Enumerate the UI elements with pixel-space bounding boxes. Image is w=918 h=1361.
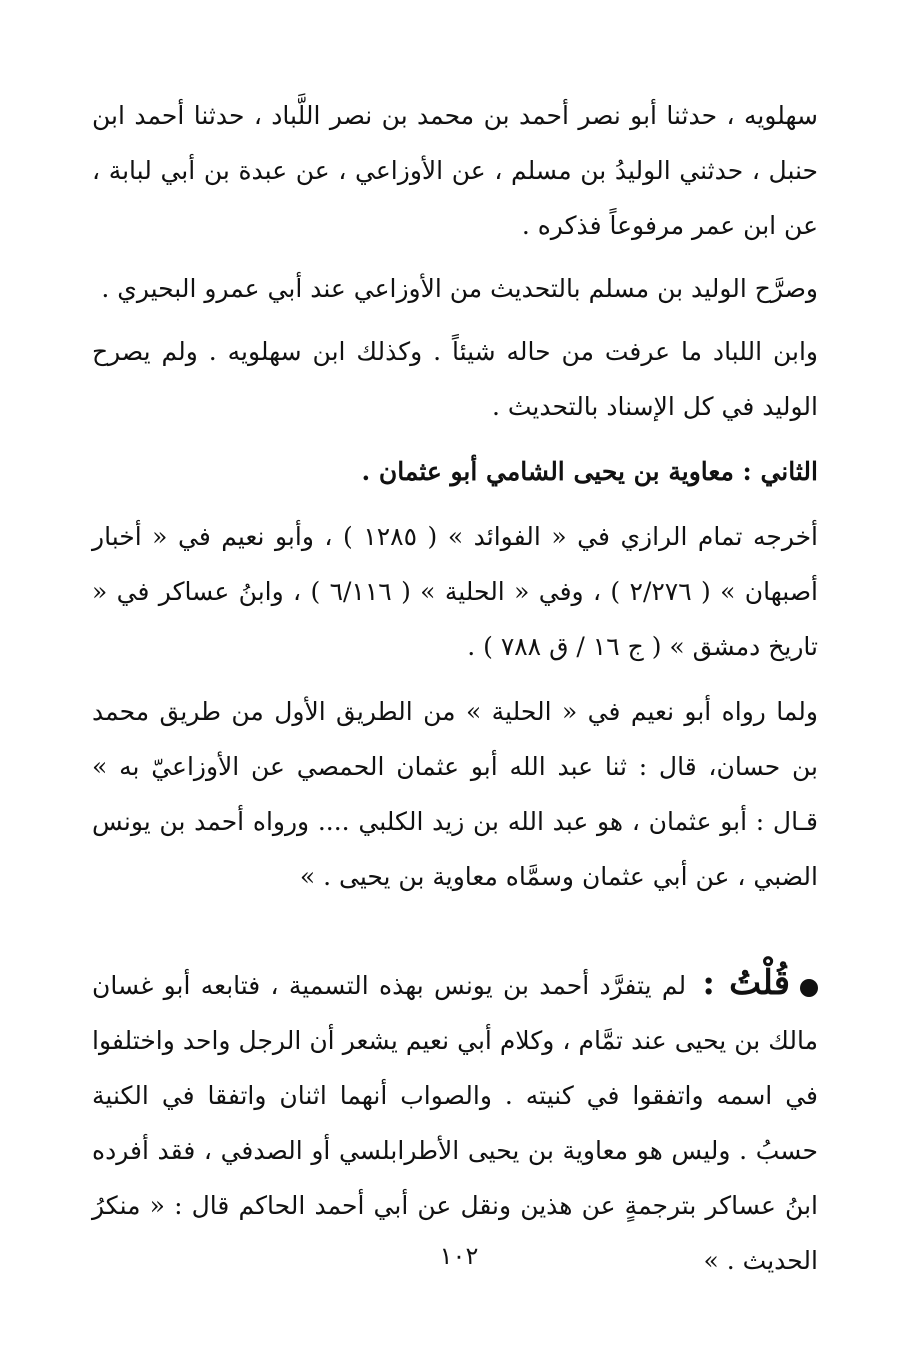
bullet-icon: [800, 979, 818, 997]
paragraph-2: وصرَّح الوليد بن مسلم بالتحديث من الأوزاعي عند أبي عمرو البحيري .: [101, 274, 818, 303]
page-body: [92, 88, 818, 1288]
paragraph-6-text: لم يتفرَّد أحمد بن يونس بهذه التسمية ، فتابعه أبو غسان مالك بن يحيى عند تمَّام ، وكلام أبي نعيم يشعر أن الرجل واحد واختلفوا في اسمه واتفقوا في كنيته . والصواب أنهما اثنان واتفقا في الكنية حسبُ . وليس هو معاوية بن يحيى الأطرابلسي أو الصدفي ، فقد أفرده ابنُ عساكر بترجمةٍ عن هذين ونقل عن أبي أحمد الحاكم قال : « منكرُ الحديث . »: [92, 971, 818, 1275]
paragraph-6: [92, 956, 818, 1288]
paragraph-1: سهلويه ، حدثنا أبو نصر أحمد بن محمد بن نصر اللَّباد ، حدثنا أحمد ابن حنبل ، حدثني الوليدُ بن مسلم ، عن الأوزاعي ، عن عبدة بن أبي لبابة ، عن ابن عمر مرفوعاً فذكره .: [92, 101, 818, 240]
page-number: ١٠٢: [439, 1242, 479, 1270]
paragraph-5: ولما رواه أبو نعيم في « الحلية » من الطريق الأول من طريق محمد بن حسان، قال : ثنا عبد الله أبو عثمان الحمصي عن الأوزاعيّ به » قـال : أبو عثمان ، هو عبد الله بن زيد الكلبي .... ورواه أحمد بن يونس الضبي ، عن أبي عثمان وسمَّاه معاوية بن يحيى . »: [92, 697, 818, 891]
paragraph-3: وابن اللباد ما عرفت من حاله شيئاً . وكذلك ابن سهلويه . ولم يصرح الوليد في كل الإسناد بالتحديث .: [92, 337, 818, 421]
paragraph-4: أخرجه تمام الرازي في « الفوائد » ( ١٢٨٥ ) ، وأبو نعيم في « أخبار أصبهان » ( ٢/٢٧٦ ) ، وفي « الحلية » ( ٦/١١٦ ) ، وابنُ عساكر في « تاريخ دمشق » ( ج ١٦ / ق ٧٨٨ ) .: [92, 522, 819, 661]
qult-label: قُلْتُ :: [702, 963, 790, 1003]
section-heading: الثاني : معاوية بن يحيى الشامي أبو عثمان .: [361, 457, 818, 486]
